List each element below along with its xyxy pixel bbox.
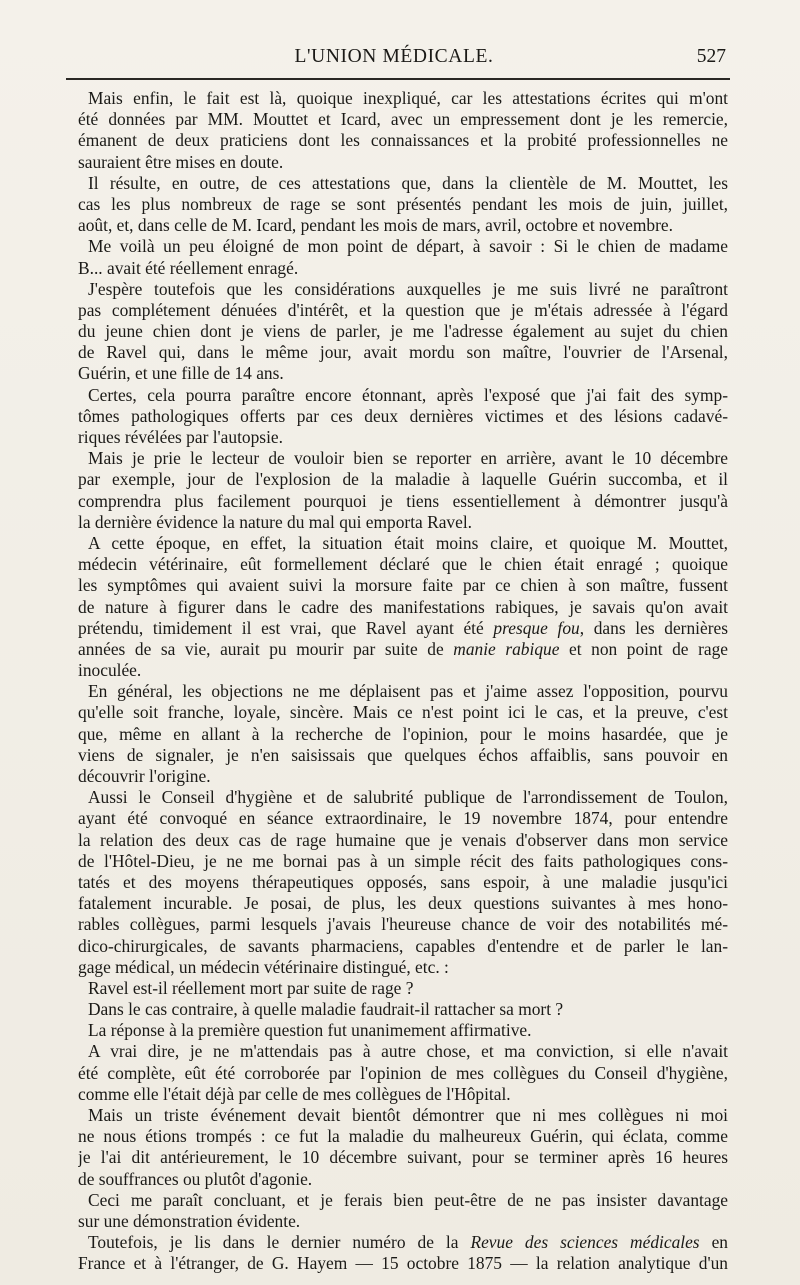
text-run: émanent de deux praticiens dont les connaissances et la probité professionnelles ne (78, 130, 728, 151)
text-run: Ceci me paraît concluant, et je ferais bien peut-être de ne pas insister davantage (88, 1189, 728, 1210)
text-run: J'espère toutefois que les considérations auxquelles je me suis livré ne paraîtront (88, 278, 728, 299)
text-line (78, 469, 728, 490)
text-line (78, 258, 728, 279)
page-number: 527 (696, 46, 726, 67)
text-line (78, 109, 728, 130)
text-line (78, 830, 728, 851)
text-line (78, 936, 728, 957)
text-run: je l'ai dit antérieurement, le 10 décembre suivant, pour se terminer après 16 heures (78, 1147, 728, 1168)
text-run: Ravel est-il réellement mort par suite de rage ? (88, 977, 414, 998)
text-run: années de sa vie, aurait pu mourir par suite de (78, 638, 454, 659)
text-run: ayant été convoqué en séance extraordinaire, le 19 novembre 1874, pour entendre (78, 808, 728, 829)
text-run: que, même en allant à la recherche de l'opinion, pour le moins hasardée, que je (78, 723, 728, 744)
text-run: comprendra plus facilement pourquoi je tiens essentiellement à démontrer jusqu'à (78, 490, 728, 511)
text-run: de nature à figurer dans le cadre des manifestations rabiques, je savais qu'on avait (78, 596, 728, 617)
italic-text-run: presque fou (493, 617, 580, 638)
text-run: du jeune chien dont je viens de parler, je me l'adresse également au sujet du chien (78, 321, 728, 342)
text-line (78, 533, 728, 554)
text-line (78, 808, 728, 829)
text-run: découvrir l'origine. (78, 766, 211, 786)
text-line (78, 88, 728, 109)
text-run: inoculée. (78, 660, 142, 681)
text-line (78, 385, 728, 406)
text-line (78, 681, 728, 702)
text-line (78, 1020, 728, 1041)
text-line (78, 300, 728, 321)
text-run: médecin vétérinaire, eût formellement déclaré que le chien était enragé ; quoique (78, 554, 728, 575)
text-line (78, 851, 728, 872)
text-run: La réponse à la première question fut unanimement affirmative. (88, 1020, 532, 1041)
text-line (78, 872, 728, 893)
text-line (78, 1190, 728, 1211)
text-run: gage médical, un médecin vétérinaire distingué, etc. : (78, 956, 449, 977)
text-run: Mais je prie le lecteur de vouloir bien se reporter en arrière, avant le 10 décembre (88, 448, 728, 469)
text-run: la dernière évidence la nature du mal qui emporta Ravel. (78, 511, 473, 532)
text-run: En général, les objections ne me déplaisent pas et j'aime assez l'opposition, pourvu (88, 681, 728, 702)
header-rule (66, 78, 730, 80)
text-line (78, 1063, 728, 1084)
text-run: été complète, eût été corroborée par l'opinion de mes collègues du Conseil d'hygiène, (78, 1062, 728, 1083)
text-line (78, 215, 728, 236)
text-line (78, 1211, 728, 1232)
text-line (78, 554, 728, 575)
text-line (78, 766, 728, 787)
text-line (78, 575, 728, 596)
text-run: les symptômes qui avaient suivi la morsure faite par ce chien à son maître, fussent (78, 575, 728, 596)
text-line (78, 978, 728, 999)
text-run: dico-chirurgicales, de savants pharmaciens, capables d'entendre et de parler le lan- (78, 935, 728, 956)
text-run: de l'Hôtel-Dieu, je ne me bornai pas à un simple récit des faits pathologiques cons- (78, 850, 728, 871)
text-line (78, 152, 728, 173)
text-run: tômes pathologiques offerts par ces deux dernières victimes et des lésions cadavé- (78, 405, 728, 426)
text-line (78, 893, 728, 914)
text-line (78, 512, 728, 533)
text-run: B... avait été réellement enragé. (78, 257, 299, 278)
text-line (78, 618, 728, 639)
text-run: Certes, cela pourra paraître encore étonnant, après l'exposé que j'ai fait des symp- (88, 384, 728, 405)
text-run: Il résulte, en outre, de ces attestations que, dans la clientèle de M. Mouttet, les (88, 172, 728, 193)
text-line (78, 363, 728, 384)
text-line (78, 597, 728, 618)
text-line (78, 491, 728, 512)
italic-text-run: Revue des sciences médicales (470, 1232, 700, 1253)
text-line (78, 639, 728, 660)
text-run: Guérin, et une fille de 14 ans. (78, 363, 284, 384)
text-run: Mais un triste événement devait bientôt démontrer que ni mes collègues ni moi (88, 1105, 728, 1125)
text-run: été données par MM. Mouttet et Icard, avec un empressement dont je les remercie, (78, 109, 728, 130)
text-line (78, 130, 728, 151)
article-body (78, 88, 728, 1275)
text-run: de Ravel qui, dans le même jour, avait mordu son maître, l'ouvrier de l'Arsenal, (78, 342, 728, 363)
text-line (78, 342, 728, 363)
text-run: Aussi le Conseil d'hygiène et de salubrité publique de l'arrondissement de Toulon, (88, 787, 728, 808)
text-run: A vrai dire, je ne m'attendais pas à autre chose, et ma conviction, si elle n'avait (88, 1041, 728, 1062)
text-run: Toutefois, je lis dans le dernier numéro de la (88, 1232, 471, 1253)
page-header (62, 46, 726, 72)
text-run: de souffrances ou plutôt d'agonie. (78, 1168, 313, 1189)
text-line (78, 1105, 728, 1126)
text-line (78, 173, 728, 194)
text-line (78, 999, 728, 1020)
italic-text-run: manie rabique (453, 638, 560, 659)
text-line (78, 427, 728, 448)
text-run: la relation des deux cas de rage humaine que je venais d'observer dans mon service (78, 829, 728, 850)
text-line (78, 1232, 728, 1253)
text-run: riques révélées par l'autopsie. (78, 427, 283, 447)
text-run: Dans le cas contraire, à quelle maladie faudrait-il rattacher sa mort ? (88, 999, 564, 1020)
text-run: en (699, 1232, 728, 1253)
text-line (78, 1041, 728, 1062)
text-run: fatalement incurable. Je posai, de plus, les deux questions suivantes à mes hono- (78, 893, 728, 914)
text-line (78, 1084, 728, 1105)
text-run: cas les plus nombreux de rage se sont présentés pendant les mois de juin, juillet, (78, 193, 728, 214)
text-run: tatés et des moyens thérapeutiques opposés, sans espoir, à une maladie jusqu'ici (78, 871, 728, 892)
text-run: comme elle l'était déjà par celle de mes collègues de l'Hôpital. (78, 1083, 511, 1104)
text-run: A cette époque, en effet, la situation était moins claire, et quoique M. Mouttet, (88, 532, 728, 553)
text-line (78, 1169, 728, 1190)
text-run: par exemple, jour de l'explosion de la maladie à laquelle Guérin succomba, et il (78, 469, 728, 490)
text-line (78, 236, 728, 257)
text-run: ne nous étions trompés : ce fut la maladie du malheureux Guérin, qui éclata, comme (78, 1126, 728, 1147)
text-line (78, 702, 728, 723)
text-run: viens de signaler, je n'en saisissais que quelques échos affaiblis, sans pouvoir en (78, 744, 728, 765)
text-line (78, 1147, 728, 1168)
text-line (78, 724, 728, 745)
text-run: Me voilà un peu éloigné de mon point de départ, à savoir : Si le chien de madame (88, 236, 728, 257)
text-line (78, 321, 728, 342)
text-run: France et à l'étranger, de G. Hayem — 15 octobre 1875 — la relation analytique d'un (78, 1253, 728, 1274)
text-line (78, 914, 728, 935)
text-run: prétendu, timidement il est vrai, que Ravel ayant été (78, 617, 494, 638)
text-run: , dans les dernières (579, 617, 728, 638)
text-run: qu'elle soit franche, loyale, sincère. Mais ce n'est point ici le cas, et la preuve, c'est (78, 702, 728, 723)
text-line (78, 787, 728, 808)
text-line (78, 406, 728, 427)
text-line (78, 194, 728, 215)
text-line (78, 279, 728, 300)
text-run: et non point de rage (559, 638, 728, 659)
text-run: sauraient être mises en doute. (78, 151, 284, 172)
text-line (78, 745, 728, 766)
text-line (78, 1126, 728, 1147)
text-run: août, et, dans celle de M. Icard, pendant les mois de mars, avril, octobre et novembre. (78, 215, 673, 236)
text-line (78, 957, 728, 978)
text-run: sur une démonstration évidente. (78, 1210, 301, 1231)
text-line (78, 660, 728, 681)
text-run: Mais enfin, le fait est là, quoique inexpliqué, car les attestations écrites qui m'ont (88, 88, 728, 108)
text-line (78, 448, 728, 469)
text-line (78, 1253, 728, 1274)
text-run: rables collègues, parmi lesquels j'avais l'heureuse chance de voir des notabilités mé- (78, 914, 728, 935)
running-title: L'UNION MÉDICALE. (294, 46, 494, 67)
text-run: pas complétement dénuées d'intérêt, et la question que je m'étais adressée à l'égard (78, 299, 728, 320)
